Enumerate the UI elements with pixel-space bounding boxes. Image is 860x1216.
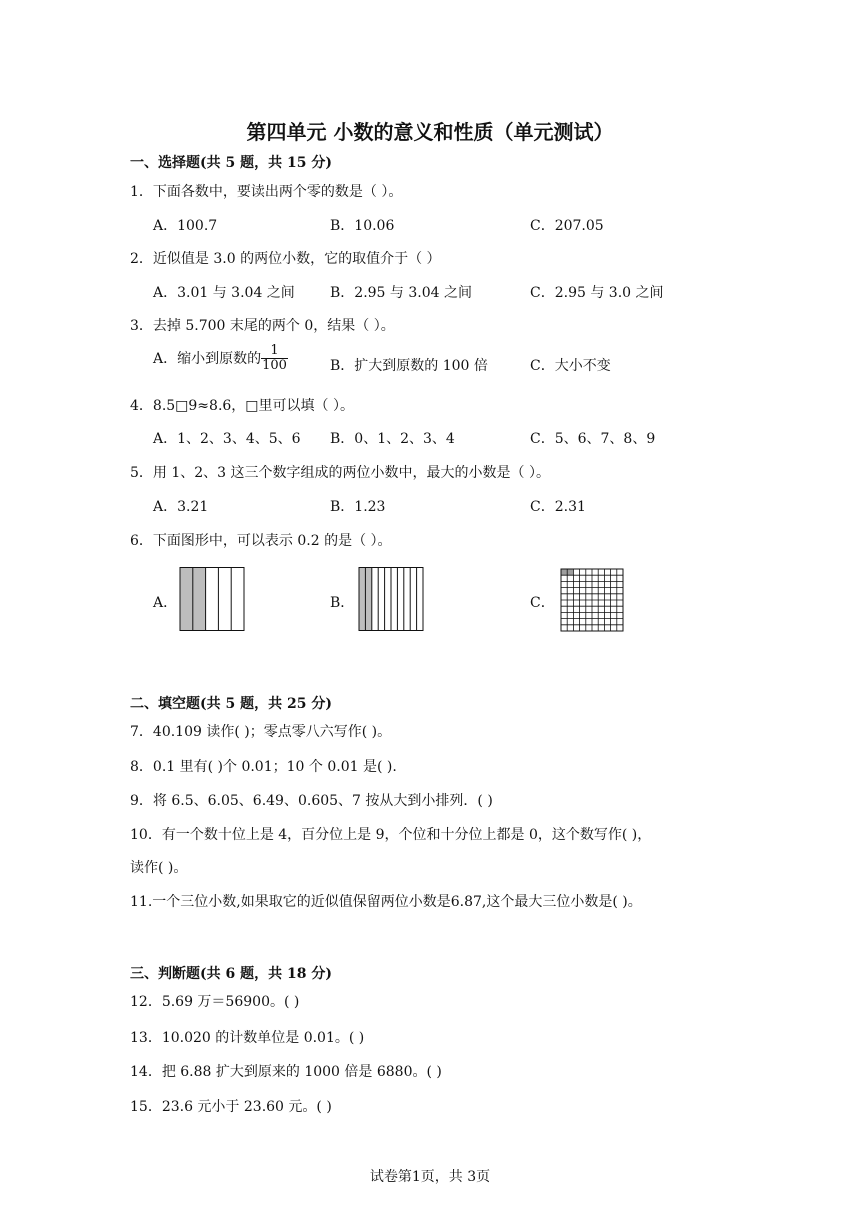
question-14: 14．把 6.88 扩大到原来的 1000 倍是 6880。( ) bbox=[130, 1064, 442, 1080]
question-2: 2．近似值是 3.0 的两位小数，它的取值介于（ ） bbox=[130, 251, 441, 267]
q1-option-c: C．207.05 bbox=[530, 218, 604, 234]
q6-option-c-label: C． bbox=[530, 595, 555, 611]
q6-option-b-label: B． bbox=[330, 595, 355, 611]
page-title: 第四单元 小数的意义和性质（单元测试） bbox=[246, 120, 614, 144]
question-12: 12．5.69 万＝56900。( ) bbox=[130, 994, 300, 1010]
page-footer: 试卷第1页，共 3页 bbox=[369, 1169, 491, 1185]
section-heading-choice: 一、选择题(共 5 题，共 15 分) bbox=[130, 155, 332, 171]
q1-option-a: A．100.7 bbox=[153, 218, 218, 234]
question-9: 9．将 6.5、6.05、6.49、0.605、7 按从大到小排列．( ) bbox=[130, 793, 493, 809]
figure-five-strips bbox=[179, 567, 245, 631]
q4-option-a: A．1、2、3、4、5、6 bbox=[153, 431, 301, 447]
question-5: 5．用 1、2、3 这三个数字组成的两位小数中，最大的小数是（ ）。 bbox=[130, 465, 550, 481]
question-15: 15．23.6 元小于 23.60 元。( ) bbox=[130, 1099, 332, 1115]
question-8: 8．0.1 里有( )个 0.01；10 个 0.01 是( ). bbox=[130, 759, 397, 775]
q5-option-b: B．1.23 bbox=[330, 499, 386, 515]
q2-option-b: B．2.95 与 3.04 之间 bbox=[330, 285, 472, 301]
fraction-numerator: 1 bbox=[261, 344, 288, 359]
question-6: 6．下面图形中，可以表示 0.2 的是（ ）。 bbox=[130, 533, 392, 549]
shaded-cell bbox=[567, 569, 573, 575]
q3-option-a bbox=[153, 344, 288, 374]
shaded-cell bbox=[561, 569, 567, 575]
question-10: 10．有一个数十位上是 4，百分位上是 9，个位和十分位上都是 0，这个数写作( )， bbox=[130, 827, 652, 843]
question-11: 11.一个三位小数,如果取它的近似值保留两位小数是6.87,这个最大三位小数是( )。 bbox=[130, 894, 642, 910]
fraction bbox=[261, 344, 288, 374]
question-4: 4．8.5□9≈8.6，□里可以填（ ）。 bbox=[130, 398, 354, 414]
section-heading-judge: 三、判断题(共 6 题，共 18 分) bbox=[130, 966, 332, 982]
q3-option-a-text: A．缩小到原数的 bbox=[153, 350, 262, 367]
q6-option-a-label: A． bbox=[153, 595, 178, 611]
q1-option-b: B．10.06 bbox=[330, 218, 395, 234]
question-13: 13．10.020 的计数单位是 0.01。( ) bbox=[130, 1030, 365, 1046]
q2-option-c: C．2.95 与 3.0 之间 bbox=[530, 285, 664, 301]
q4-option-c: C．5、6、7、8、9 bbox=[530, 431, 656, 447]
question-7: 7．40.109 读作( )；零点零八六写作( )。 bbox=[130, 724, 392, 740]
figure-ten-strips bbox=[358, 567, 424, 631]
figure-hundred-grid bbox=[560, 568, 624, 632]
question-10-continued: 读作( )。 bbox=[130, 860, 188, 876]
q5-option-a: A．3.21 bbox=[153, 499, 209, 515]
grid-lines bbox=[561, 569, 623, 631]
q3-option-c: C．大小不变 bbox=[530, 358, 611, 374]
q2-option-a: A．3.01 与 3.04 之间 bbox=[153, 285, 295, 301]
q4-option-b: B．0、1、2、3、4 bbox=[330, 431, 455, 447]
section-heading-fill: 二、填空题(共 5 题，共 25 分) bbox=[130, 696, 332, 712]
q5-option-c: C．2.31 bbox=[530, 499, 586, 515]
q3-option-b: B．扩大到原数的 100 倍 bbox=[330, 358, 488, 374]
fraction-denominator: 100 bbox=[262, 358, 287, 374]
question-1: 1．下面各数中，要读出两个零的数是（ ）。 bbox=[130, 184, 403, 200]
question-3: 3．去掉 5.700 末尾的两个 0，结果（ ）。 bbox=[130, 318, 395, 334]
